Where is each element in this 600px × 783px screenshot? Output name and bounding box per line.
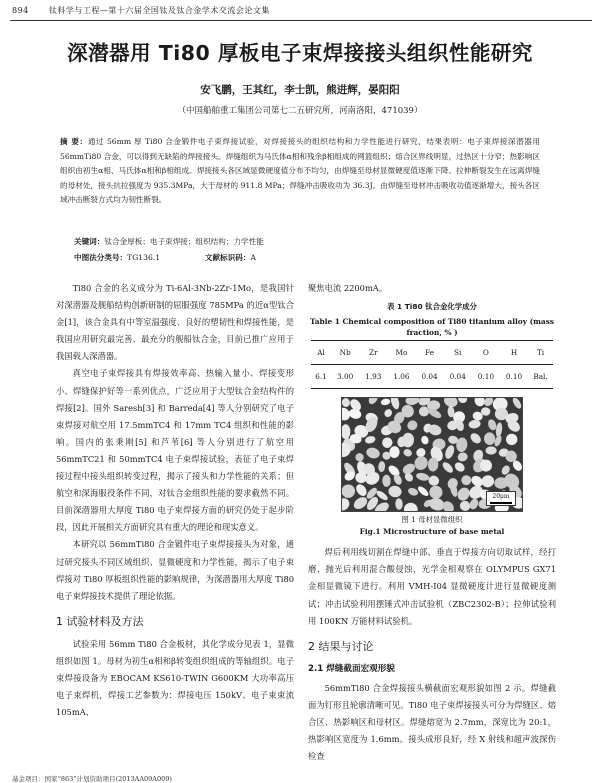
keywords-text: 钛合金厚板；电子束焊接；组织结构；力学性能 <box>104 237 264 246</box>
scale-bar-label: 20μm <box>492 493 510 501</box>
page-number: 894 <box>12 6 29 15</box>
table-header-fe: Fe <box>425 348 435 358</box>
abstract <box>60 135 540 208</box>
section-2-1-paragraph: 56mmTi80 合金焊接接头横截面宏观形貌如图 2 示。焊缝截面为钉形且轮廓清晰可见。Ti80 电子束焊接接头可分为焊缝区、熔合区、热影响区和母材区。焊缝熔宽为 2.7mm，深宽比为 20:1，热影响区宽度为 1.6mm。接头成形良好，经 X 射线和超声波探伤检查 <box>308 682 556 762</box>
table-cell: 6.1 <box>315 372 327 382</box>
doc-code-label: 文献标识码： <box>204 253 251 262</box>
classification-line <box>74 252 534 263</box>
scale-bar <box>486 491 516 506</box>
section-1-paragraph: 试验采用 56mm Ti80 合金板材，其化学成分见表 1，显微组织如图 1。母材为初生α相和β转变组织组成的等轴组织。电子束焊接设备为 EBOCAM KS610-TWIN G600KM 大功率高压电子束焊机，焊接工艺参数为：焊接电压 150kV、电子束束流 105mA、 <box>56 638 294 718</box>
methods-paragraph: 焊后利用线切割在焊缝中部、垂直于焊接方向切取试样，经打磨、抛光后利用混合酸侵蚀，光学金相观察在 OLYMPUS GX71 金相显微镜下进行。利用 VMH-I04 显微硬度计进行显微硬度测试；冲击试验利用摆锤式冲击试验机（ZBC2302-B）；拉伸试验利用 100KN 万能材料试验机。 <box>308 547 556 626</box>
running-header <box>12 5 592 16</box>
table-header-si: Si <box>454 348 462 358</box>
affiliation: （中国船舶重工集团公司第七二五研究所，河南洛阳，471039） <box>177 106 423 116</box>
table-cell: 1.93 <box>365 372 382 382</box>
footnote: 基金项目：国家“863”计划资助项目(2013AA09A009) <box>12 775 172 783</box>
table-header-mo: Mo <box>395 348 408 358</box>
table-header-ti: Ti <box>536 348 545 358</box>
clc-value: TG136.1 <box>127 253 161 262</box>
table-cell: 3.00 <box>337 372 354 382</box>
table-header-o: O <box>482 348 489 358</box>
section-2-heading: 2 结果与讨论 <box>308 639 374 653</box>
composition-table <box>311 340 553 389</box>
section-1-heading: 1 试验材料及方法 <box>56 614 144 628</box>
microstructure-image <box>341 397 523 512</box>
doc-code-value: A <box>250 253 256 262</box>
table-cell: 0.10 <box>505 372 523 382</box>
header-rule <box>10 20 592 21</box>
intro-paragraph-2: 真空电子束焊接具有焊接效率高、热输入量小、焊接变形小、焊缝保护好等一系列优点，广泛应用于大型钛合金结构件的焊接[2]。国外 Saresh[3] 和 Barreda[4] 等人分别研究了电子束焊接对航空用 17.5mmTC4 和 17mm TC4 组织和性能的影响。国内的张秉刚[5] 和芦苇[6] 等人分别进行了航空用 56mmTC21 和 50mmTC4 电子束焊接试验，表征了电子束焊接过程中接头组织转变过程，揭示了接头和力学性能的关系；但航空和深海服役条件不同，对钛合金组织性能的要求截然不同。目前深潜器用大厚度 Ti80 电子束焊接方面的研究仍处于起步阶段，因此开展相关方面研究具有重大的理论和现实意义。 <box>56 368 294 533</box>
table-cell: 0.04 <box>421 372 438 382</box>
section-2-1-heading: 2.1 焊缝截面宏观形貌 <box>308 663 395 674</box>
table-1-caption-en: Table 1 Chemical composition of Ti80 titanium alloy (mass fraction, % ) <box>309 317 555 338</box>
table-header-al: Al <box>317 348 325 358</box>
authors: 安飞鹏，王其红，李士凯，熊进辉，晏阳阳 <box>200 84 400 96</box>
table-1-caption-cn: 表 1 Ti80 钛合金化学成分 <box>387 302 477 312</box>
table-cell: 1.06 <box>393 372 410 382</box>
table-header-nb: Nb <box>339 348 351 358</box>
intro-paragraph-1: Ti80 合金的名义成分为 Ti-6Al-3Nb-2Zr-1Mo，是我国针对深潜器及舰船结构创新研制的屈服强度 785MPa 的近α型钛合金[1]，该合金具有中等室温强度、良好的塑韧性和焊接性能，是我国应用研究最完善、最充分的舰船钛合金，目前已推广应用于我国载人深潜器。 <box>56 283 294 362</box>
continued-text: 聚焦电流 2200mA。 <box>308 283 388 293</box>
left-column <box>56 280 294 721</box>
table-header-zr: Zr <box>369 348 378 358</box>
clc-label: 中图法分类号： <box>74 253 128 262</box>
table-header-h: H <box>510 348 518 358</box>
paper-title: 深潜器用 Ti80 厚板电子束焊接接头组织性能研究 <box>67 41 533 65</box>
keywords <box>74 236 534 247</box>
figure-1-caption-cn: 图 1 母材显微组织 <box>401 515 463 525</box>
keywords-label: 关键词： <box>74 237 105 246</box>
table-cell: Bal. <box>533 372 548 382</box>
table-header-row <box>311 341 553 365</box>
abstract-label: 摘 要： <box>60 137 88 146</box>
table-row <box>311 365 553 389</box>
intro-paragraph-3: 本研究以 56mmTi80 合金锻件电子束焊接接头为对象，通过研究接头不同区域组织、显微硬度和力学性能，揭示了电子束焊接对 Ti80 厚板组织性能的影响规律，为深潜器用大厚度 Ti80 电子束焊接技术提供了理论依据。 <box>56 539 294 601</box>
table-cell: 0.10 <box>477 372 494 382</box>
scale-bar-line <box>490 502 512 504</box>
journal-name: 钛科学与工程—第十六届全国钛及钛合金学术交流会论文集 <box>48 6 270 15</box>
right-column <box>308 280 556 765</box>
abstract-text: 通过 56mm 厚 Ti80 合金锻件电子束焊接试验，对焊接接头的组织结构和力学性能进行研究，结果表明：电子束焊接深潜器用 56mmTi80 合金，可以得到无缺陷的焊接接头。焊缝组织为马氏体α相和残余β相组成的网篮组织；熔合区界线明显，过热区十分窄；热影响区组织由初生α相、马氏体α相和β相组成。焊接接头各区域显微硬度值分布不均匀，由焊缝至母材显微硬度值逐渐下降。拉伸断裂发生在远离焊缝的母材处，接头抗拉强度为 935.3MPa，大于母材的 911.8 MPa；焊缝冲击吸收功为 36.3J。由焊缝至母材冲击吸收功值逐渐增大，接头各区域冲击断裂方式均为韧性断裂。 <box>60 137 540 204</box>
figure-1-caption-en: Fig.1 Microstructure of base metal <box>359 527 505 537</box>
table-cell: 0.04 <box>449 372 466 382</box>
